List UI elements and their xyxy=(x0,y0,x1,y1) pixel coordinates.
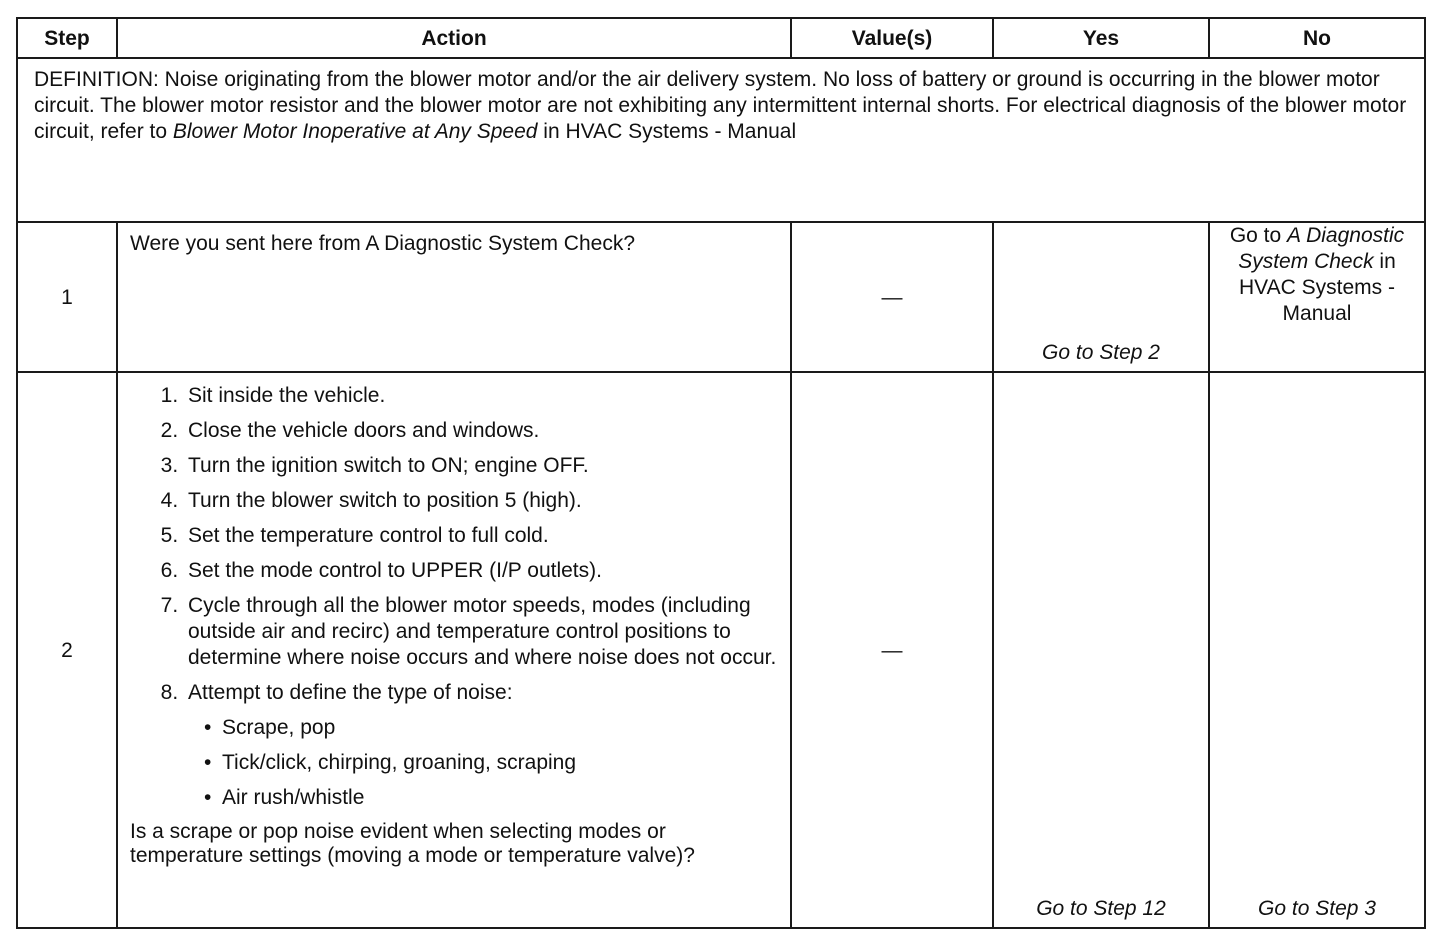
definition-cell xyxy=(17,58,1425,222)
list-item: 4. Turn the blower switch to position 5 (high). xyxy=(184,488,780,514)
yes-goto: Go to Step 12 xyxy=(1036,897,1166,920)
question-text: Is a scrape or pop noise evident when selecting modes or temperature settings (moving a mode or temperature valve)? xyxy=(130,820,695,867)
list-item: 1. Sit inside the vehicle. xyxy=(184,383,780,409)
table-row-step-1 xyxy=(17,222,1425,372)
no-cell xyxy=(1209,222,1425,372)
list-item: 2. Close the vehicle doors and windows. xyxy=(184,418,780,444)
yes-cell xyxy=(993,372,1209,928)
definition-text: DEFINITION: Noise originating from the blower motor and/or the air delivery system. No loss of battery or ground is occurring in the blower motor circuit. The blower motor resistor and the blower motor are not exhibiting any intermittent internal shorts. For electrical diagnosis of the blower motor circuit, refer to xyxy=(34,68,1407,143)
yes-cell xyxy=(993,222,1209,372)
noise-type-list xyxy=(188,715,780,811)
list-item: 5. Set the temperature control to full cold. xyxy=(184,523,780,549)
list-item: 3. Turn the ignition switch to ON; engine OFF. xyxy=(184,453,780,479)
list-item-text: Attempt to define the type of noise: xyxy=(188,681,513,704)
no-cell xyxy=(1209,372,1425,928)
header-yes: Yes xyxy=(993,18,1209,58)
value-cell: — xyxy=(791,222,993,372)
bullet-item: • Air rush/whistle xyxy=(204,785,780,811)
bullet-item: • Scrape, pop xyxy=(204,715,780,741)
yes-goto: Go to Step 2 xyxy=(1042,341,1160,364)
step-number: 1 xyxy=(17,222,117,372)
header-row xyxy=(17,18,1425,58)
step-number: 2 xyxy=(17,372,117,928)
list-item: 7. Cycle through all the blower motor speeds, modes (including outside air and recirc) and temperature control positions to determine where noise occurs and where noise does not occur. xyxy=(184,593,780,671)
definition-row xyxy=(17,58,1425,222)
action-text: Were you sent here from A Diagnostic System Check? xyxy=(117,222,791,372)
list-item: 6. Set the mode control to UPPER (I/P outlets). xyxy=(184,558,780,584)
diagnostic-table xyxy=(16,17,1426,929)
header-values: Value(s) xyxy=(791,18,993,58)
bullet-item: • Tick/click, chirping, groaning, scraping xyxy=(204,750,780,776)
table-row-step-2 xyxy=(17,372,1425,928)
no-suffix: in HVAC Systems - Manual xyxy=(1239,250,1396,325)
no-prefix: Go to xyxy=(1229,224,1288,247)
action-cell xyxy=(117,372,791,928)
no-goto: Go to Step 3 xyxy=(1258,897,1376,920)
header-no: No xyxy=(1209,18,1425,58)
header-action: Action xyxy=(117,18,791,58)
list-item xyxy=(184,680,780,811)
no-link: A Diagnostic System Check xyxy=(1238,224,1405,273)
header-step: Step xyxy=(17,18,117,58)
procedure-list xyxy=(130,383,780,811)
value-cell: — xyxy=(791,372,993,928)
definition-suffix: in HVAC Systems - Manual xyxy=(537,120,797,143)
definition-link: Blower Motor Inoperative at Any Speed xyxy=(172,120,538,143)
